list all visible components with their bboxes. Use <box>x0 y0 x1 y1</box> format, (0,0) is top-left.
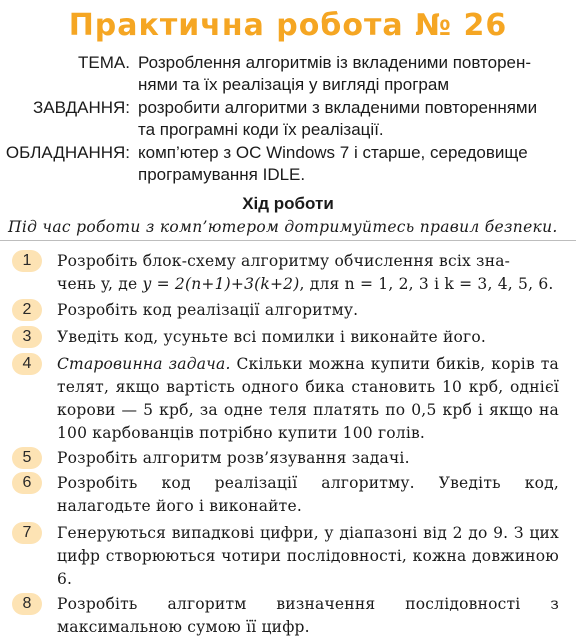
task-number-badge: 8 <box>12 593 42 615</box>
task-4-body: Скільки можна купити биків, корів та телят, якщо вартість одного бика становить 10 крб, однієї корови — 5 крб, за одне теля платять по 0,5 крб і якщо на 100 карбованців потрібно купити 100 голів. <box>57 355 559 442</box>
task-number-badge: 1 <box>12 250 42 272</box>
task-1-line-2-suffix: , для n = 1, 2, 3 і k = 3, 4, 5, 6. <box>299 275 554 293</box>
task-4-italic-prefix: Старовинна задача. <box>57 355 231 373</box>
task-text: Розробіть алгоритм розв’язування задачі. <box>57 449 410 467</box>
task-text: Уведіть код, усуньте всі помилки і виконайте його. <box>57 328 487 346</box>
task-text <box>57 250 559 296</box>
task-number-badge: 3 <box>12 326 42 348</box>
topic-line-1: Розроблення алгоритмів із вкладеними повторен- <box>138 53 532 72</box>
equipment-line-2: програмування IDLE. <box>138 165 306 184</box>
topic-line-2: нями та їх реалізація у вигляді програм <box>138 75 450 94</box>
task-1-line-2 <box>57 273 559 296</box>
equipment-line-1: комп’ютер з ОС Windows 7 і старше, середовище <box>138 143 528 162</box>
page-title: Практична робота № 26 <box>68 8 508 43</box>
task-line-1: розробити алгоритми з вкладеними повтореннями <box>138 98 538 117</box>
task-text <box>57 353 559 445</box>
section-heading: Хід роботи <box>242 194 334 213</box>
task-1-line-1: Розробіть блок-схему алгоритму обчислення всіх зна- <box>57 252 511 270</box>
safety-note: Під час роботи з комп’ютером дотримуйтесь правил безпеки. <box>8 218 558 236</box>
task-number-badge: 7 <box>12 522 42 544</box>
task-1-line-2-prefix: чень y, де <box>57 275 143 293</box>
task-1-formula: y = 2(n+1)+3(k+2) <box>142 275 300 293</box>
divider <box>0 240 576 241</box>
task-line-2: та програмні коди їх реалізації. <box>138 120 384 139</box>
task-number-badge: 6 <box>12 472 42 494</box>
task-label: ЗАВДАННЯ: <box>33 98 130 117</box>
task-number-badge: 2 <box>12 299 42 321</box>
equipment-label: ОБЛАДНАННЯ: <box>5 143 130 162</box>
topic-label: ТЕМА. <box>78 53 130 72</box>
task-text: Розробіть код реалізації алгоритму. <box>57 301 359 319</box>
task-text: Генеруються випадкові цифри, у діапазоні від 2 до 9. З цих цифр створюються чотири послідовності, кожна довжиною 6. <box>57 524 559 588</box>
task-number-badge: 5 <box>12 447 42 469</box>
task-text: Розробіть алгоритм визначення послідовності з максимальною сумою її цифр. <box>57 595 559 636</box>
task-number-badge: 4 <box>12 353 42 375</box>
task-text: Розробіть код реалізації алгоритму. Уведіть код, налагодьте його і виконайте. <box>57 474 559 515</box>
